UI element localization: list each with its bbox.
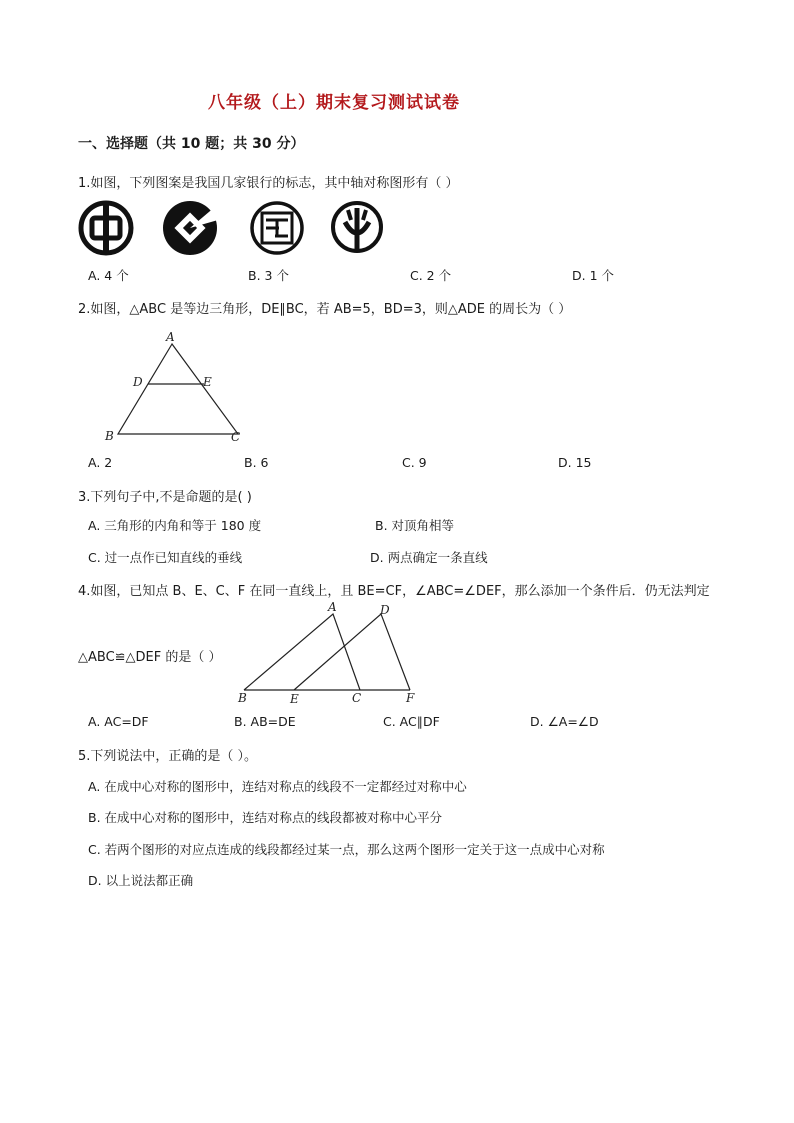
option-1c[interactable]: C. 2 个 [410, 268, 452, 283]
label-a: A [328, 600, 337, 614]
option-5b[interactable]: B. 在成中心对称的图形中，连结对称点的线段都被对称中心平分 [88, 810, 443, 825]
label-d: D [380, 603, 390, 617]
question-4-stem-cont: △ABC≌△DEF 的是（ ） [78, 650, 222, 665]
question-1-stem: 1.如图，下列图案是我国几家银行的标志，其中轴对称图形有（ ） [78, 176, 459, 191]
label-e: E [203, 375, 212, 389]
option-1d[interactable]: D. 1 个 [572, 268, 614, 283]
construction-bank-logo-icon [162, 200, 218, 256]
option-3c[interactable]: C. 过一点作已知直线的垂线 [88, 550, 243, 565]
option-1b[interactable]: B. 3 个 [248, 268, 289, 283]
question-3-stem: 3.下列句子中,不是命题的是( ) [78, 490, 252, 505]
option-5c[interactable]: C. 若两个图形的对应点连成的线段都经过某一点，那么这两个图形一定关于这一点成中心对称 [88, 842, 605, 857]
option-3b[interactable]: B. 对顶角相等 [375, 518, 455, 533]
option-5a[interactable]: A. 在成中心对称的图形中，连结对称点的线段不一定都经过对称中心 [88, 779, 467, 794]
label-f: F [406, 691, 415, 705]
congruent-triangles-figure [236, 598, 426, 708]
option-3a[interactable]: A. 三角形的内角和等于 180 度 [88, 518, 262, 533]
question-4-stem: 4.如图，已知点 B、E、C、F 在同一直线上，且 BE=CF，∠ABC=∠DEF，那么添加一个条件后．仍无法判定 [78, 584, 710, 599]
equilateral-triangle-figure [100, 330, 260, 445]
icbc-logo-icon [249, 200, 305, 256]
option-1a[interactable]: A. 4 个 [88, 268, 129, 283]
label-c: C [352, 691, 362, 705]
option-3d[interactable]: D. 两点确定一条直线 [370, 550, 488, 565]
section-heading: 一、选择题（共 10 题；共 30 分） [78, 136, 305, 152]
label-a: A [166, 330, 175, 344]
option-5d[interactable]: D. 以上说法都正确 [88, 873, 194, 888]
question-5-stem: 5.下列说法中，正确的是（ ）。 [78, 749, 258, 764]
option-2b[interactable]: B. 6 [244, 455, 269, 470]
option-4d[interactable]: D. ∠A=∠D [530, 714, 599, 729]
label-b: B [105, 429, 114, 443]
label-c: C [231, 430, 241, 444]
bank-of-china-logo-icon [78, 200, 134, 256]
option-2a[interactable]: A. 2 [88, 455, 113, 470]
option-4c[interactable]: C. AC∥DF [383, 714, 440, 729]
page-title: 八年级（上）期末复习测试试卷 [208, 93, 460, 113]
option-4a[interactable]: A. AC=DF [88, 714, 149, 729]
option-2d[interactable]: D. 15 [558, 455, 592, 470]
label-e: E [290, 692, 299, 706]
agricultural-bank-logo-icon [329, 198, 385, 254]
label-d: D [133, 375, 143, 389]
option-4b[interactable]: B. AB=DE [234, 714, 296, 729]
option-2c[interactable]: C. 9 [402, 455, 427, 470]
label-b: B [238, 691, 247, 705]
question-2-stem: 2.如图，△ABC 是等边三角形，DE∥BC，若 AB=5，BD=3，则△ADE 的周长为（ ） [78, 302, 572, 317]
